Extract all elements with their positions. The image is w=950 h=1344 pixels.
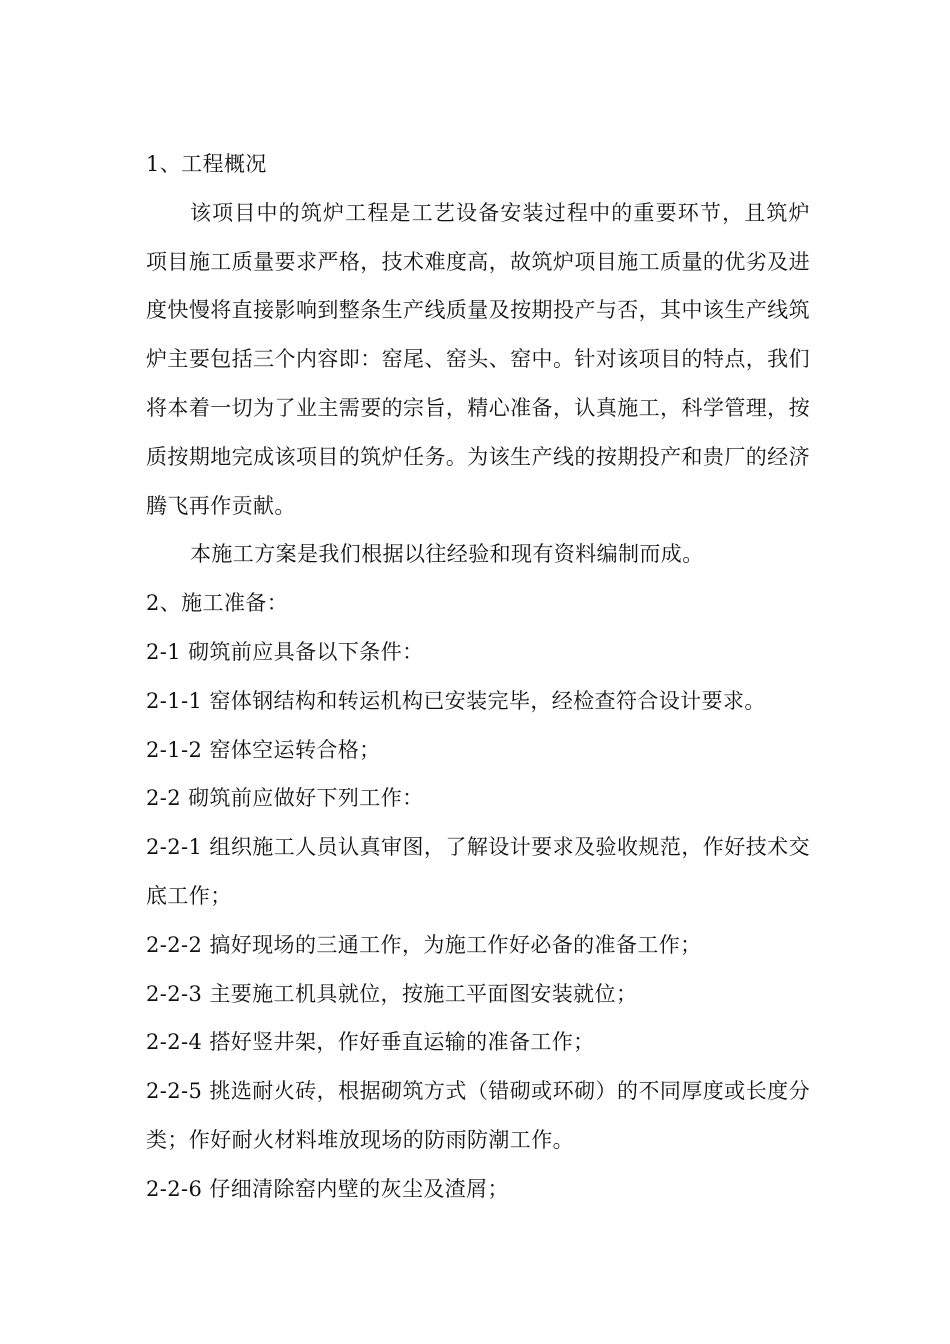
document-body	[146, 140, 810, 1214]
item-2-2: 2-2 砌筑前应做好下列工作：	[146, 786, 424, 811]
item-2-2-6: 2-2-6 仔细清除窑内壁的灰尘及渣屑；	[146, 1176, 509, 1201]
basis-paragraph: 本施工方案是我们根据以往经验和现有资料编制而成。	[190, 542, 704, 567]
item-2-2-2: 2-2-2 搞好现场的三通工作，为施工作好必备的准备工作；	[146, 932, 702, 957]
item-2-2-1: 2-2-1 组织施工人员认真审图，了解设计要求及验收规范，作好技术交底工作；	[146, 835, 810, 908]
overview-paragraph: 该项目中的筑炉工程是工艺设备安装过程中的重要环节，且筑炉项目施工质量要求严格，技术难度高，故筑炉项目施工质量的优劣及进度快慢将直接影响到整条生产线质量及按期投产与否，其中该生产线筑炉主要包括三个内容即：窑尾、窑头、窑中。针对该项目的特点，我们将本着一切为了业主需要的宗旨，精心准备，认真施工，科学管理，按质按期地完成该项目的筑炉任务。为该生产线的按期投产和贵厂的经济腾飞再作贡献。	[146, 200, 810, 518]
item-2-1-1: 2-1-1 窑体钢结构和转运机构已安装完毕，经检查符合设计要求。	[146, 688, 766, 713]
section-heading-overview: 1、工程概况	[146, 152, 267, 176]
item-2-2-5: 2-2-5 挑选耐火砖，根据砌筑方式（错砌或环砌）的不同厚度或长度分类；作好耐火材料堆放现场的防雨防潮工作。	[146, 1079, 810, 1152]
item-2-1-2: 2-1-2 窑体空运转合格；	[146, 737, 381, 762]
item-2-2-3: 2-2-3 主要施工机具就位，按施工平面图安装就位；	[146, 981, 638, 1006]
item-2-2-4: 2-2-4 搭好竖井架，作好垂直运输的准备工作；	[146, 1030, 595, 1055]
section-heading-preparation: 2、施工准备：	[146, 591, 289, 616]
item-2-1: 2-1 砌筑前应具备以下条件：	[146, 639, 424, 664]
